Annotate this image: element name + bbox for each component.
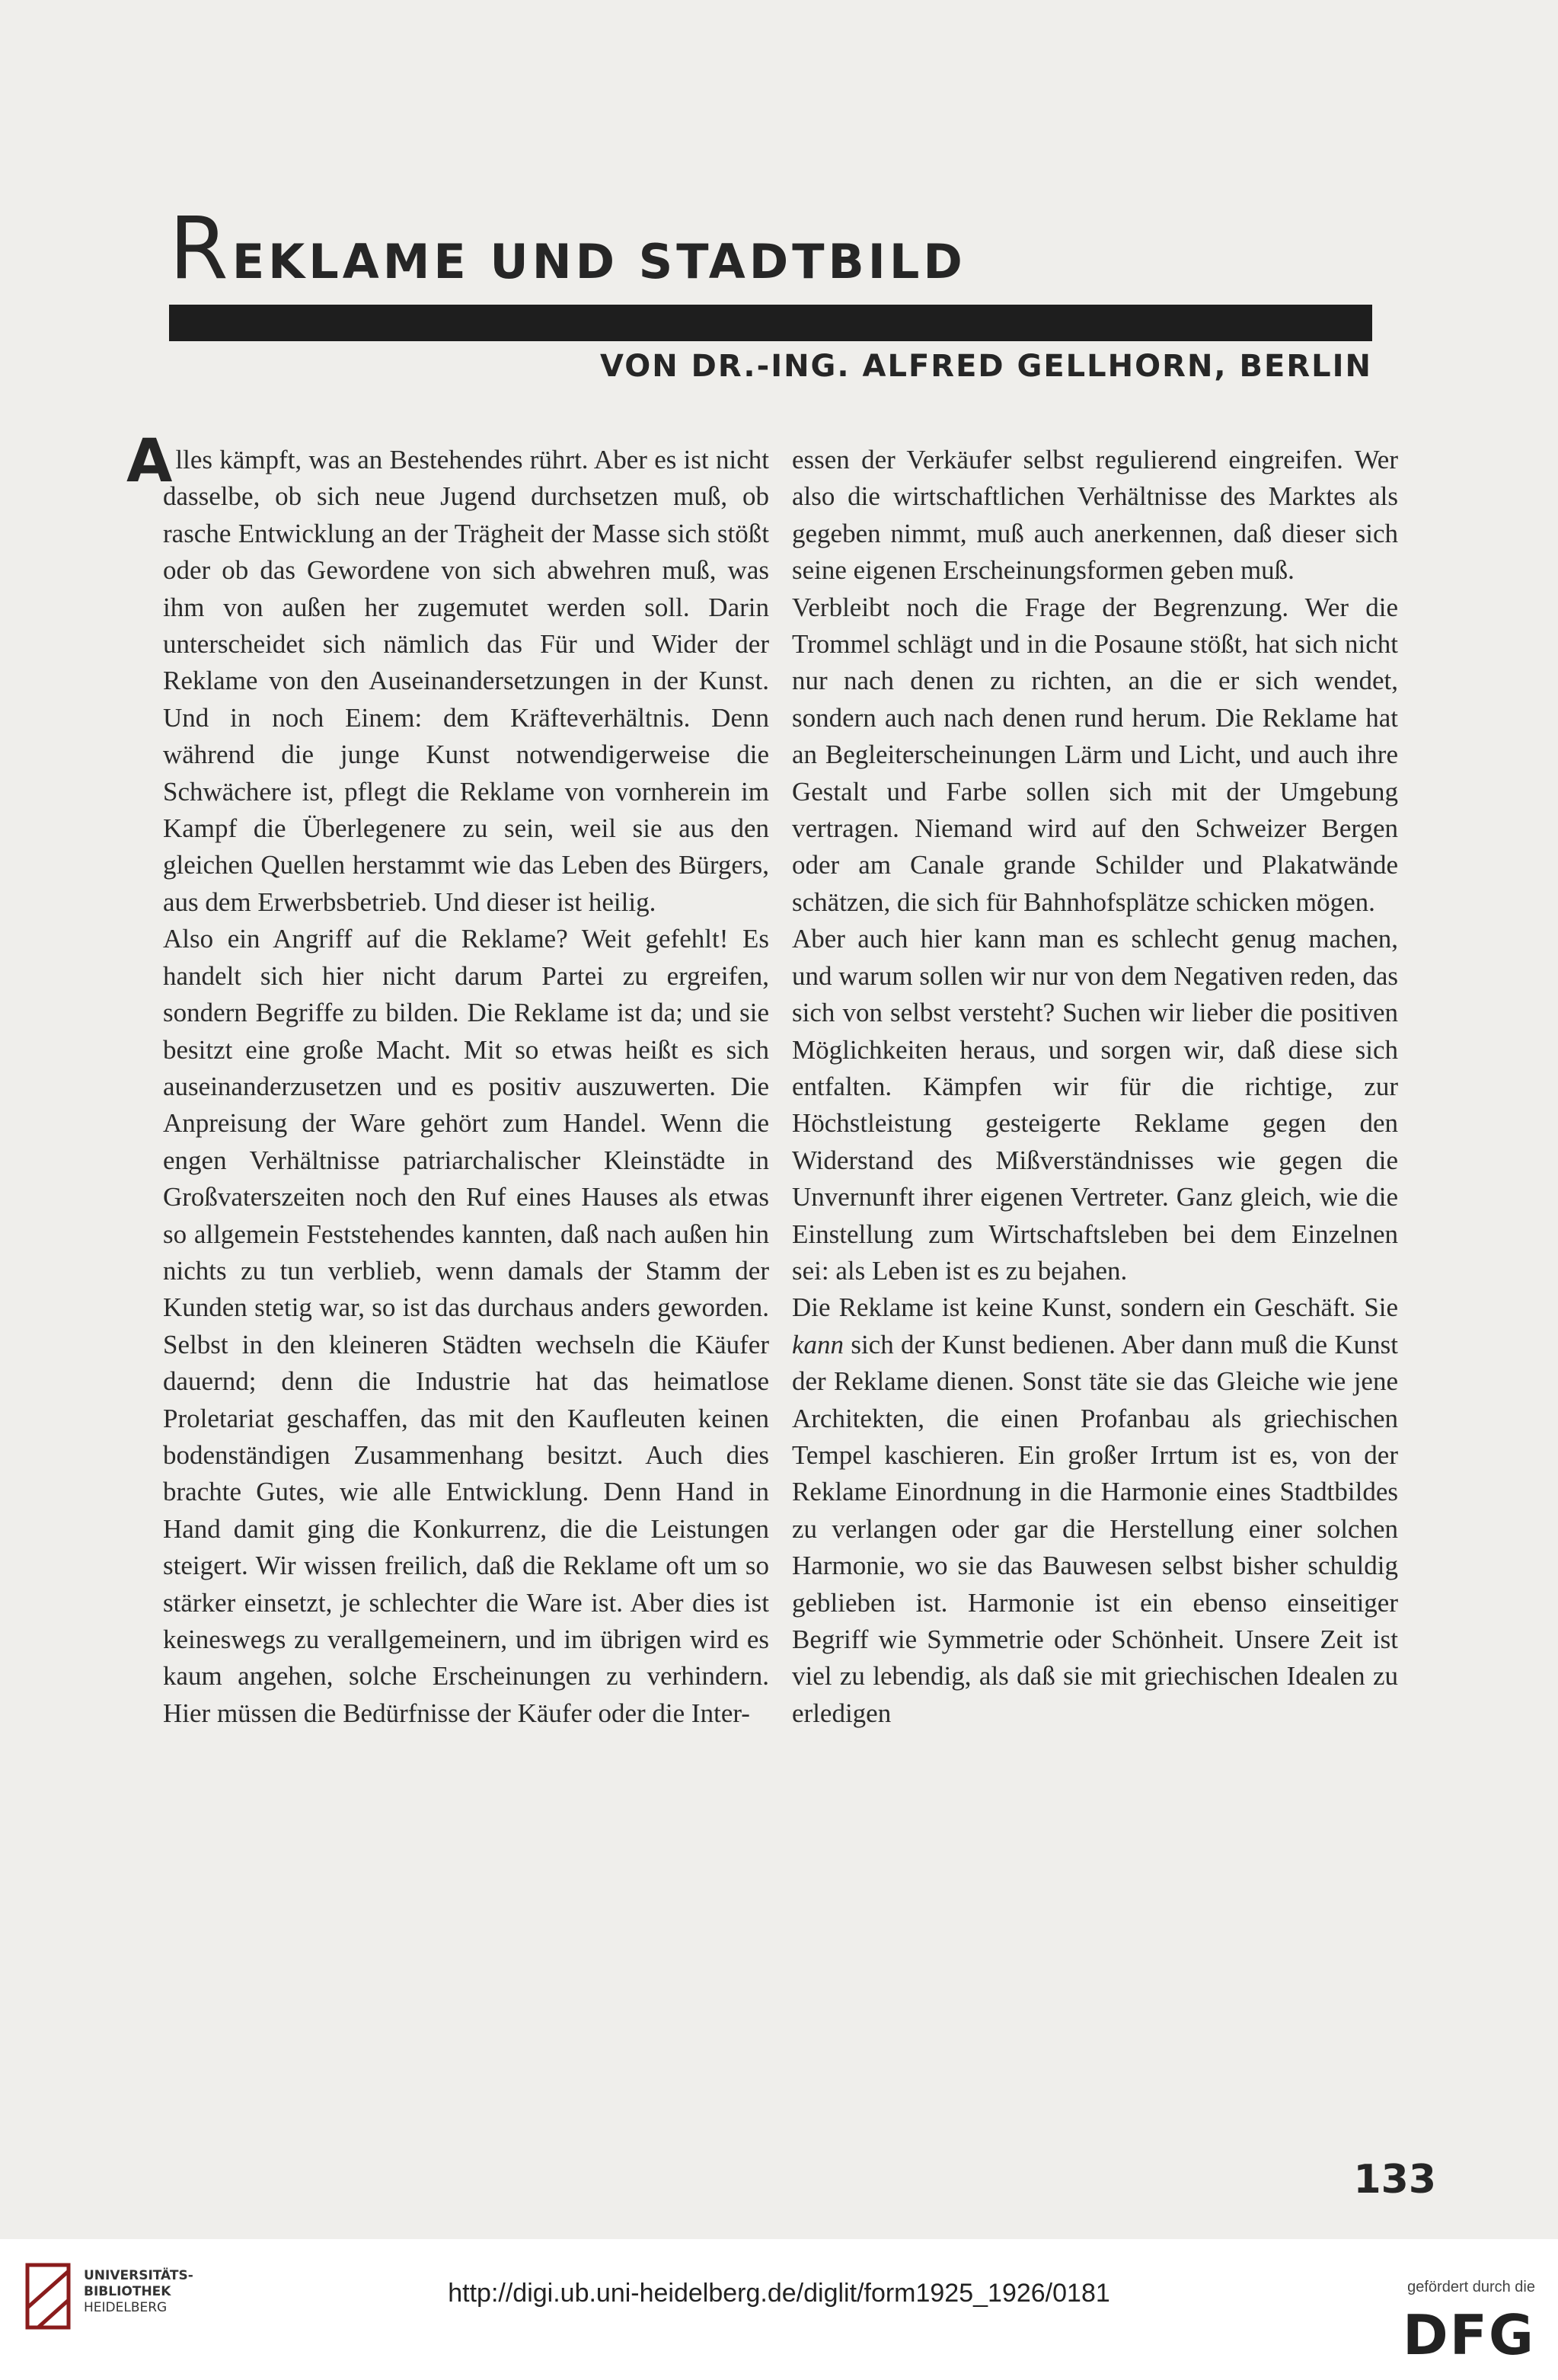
left-column: [126, 427, 769, 1732]
paragraph-text: sich der Kunst bedienen. Aber dann muß die Kunst der Reklame dienen. Sonst täte sie das Gleiche wie jene Architekten, die einen Profanbau als griechischen Tempel kaschieren. Ein großer Irrtum ist es, von der Reklame Einordnung in die Harmonie eines Stadtbildes zu verlangen oder gar die Herstellung einer solchen Harmonie, wo sie das Bauwesen selbst bisher schuldig geblieben ist. Harmonie ist ein ebenso einseitiger Begriff wie Symmetrie oder Schönheit. Unsere Zeit ist viel zu lebendig, als daß sie mit griechischen Idealen zu erledigen: [792, 1329, 1398, 1728]
dfg-logo-icon: DFG: [1402, 2303, 1535, 2367]
library-name-line: UNIVERSITÄTS-: [84, 2268, 193, 2283]
title-rule: [169, 305, 1372, 341]
author-byline: VON DR.-ING. ALFRED GELLHORN, BERLIN: [599, 349, 1372, 384]
paragraph-text: Die Reklame ist keine Kunst, sondern ein Geschäft. Sie: [792, 1292, 1398, 1323]
digitization-footer: [0, 2239, 1558, 2380]
article-title: REKLAME UND STADTBILD: [169, 200, 966, 299]
right-column: [792, 442, 1398, 1732]
paragraph: [126, 427, 769, 921]
paragraph: Verbleibt noch die Frage der Begrenzung. Wer die Trommel schlägt und in die Posaune stößt, hat sich nicht nur nach denen zu richten, an die er sich wendet, sondern auch nach denen rund herum. Die Reklame hat an Begleiterscheinungen Lärm und Licht, und auch ihre Gestalt und Farbe sollen sich mit der Umgebung vertragen. Niemand wird auf den Schweizer Bergen oder am Canale grande Schilder und Plakatwände schätzen, die sich für Bahnhofsplätze schicken mögen.: [792, 592, 1398, 917]
page-number: 133: [1353, 2157, 1436, 2203]
paragraph: Aber auch hier kann man es schlecht genug machen, und warum sollen wir nur von dem Negativen reden, das sich von selbst versteht? Suchen wir lieber die positiven Möglichkeiten heraus, und sorgen wir, daß diese sich entfalten. Kämpfen wir für die richtige, zur Höchstleistung gesteigerte Reklame gegen den Widerstand des Mißverständnisses wie gegen die Unvernunft ihrer eigenen Vertreter. Ganz gleich, wie die Einstellung zum Wirtschaftsleben bei dem Einzelnen sei: als Leben ist es zu bejahen.: [792, 924, 1398, 1286]
library-name-line: HEIDELBERG: [84, 2300, 168, 2315]
emphasis-text: kann: [792, 1329, 844, 1359]
library-name-line: BIBLIOTHEK: [84, 2284, 171, 2299]
paragraph: essen der Verkäufer selbst regulierend eingreifen. Wer also die wirtschaftlichen Verhältnisse des Marktes als gegeben nimmt, muß auch anerkennen, daß dieser sich seine eigenen Erscheinungsformen geben muß.: [792, 445, 1398, 586]
permalink[interactable]: http://digi.ub.uni-heidelberg.de/diglit/form1925_1926/0181: [448, 2279, 1110, 2308]
paragraph-text: lles kämpft, was an Bestehendes rührt. Aber es ist nicht dasselbe, ob sich neue Jugend durchsetzen muß, ob rasche Entwicklung an der Trägheit der Masse sich stößt oder ob das Gewordene von sich abwehren muß, was ihm von außen her zugemutet werden soll. Darin unterscheidet sich nämlich das Für und Wider der Reklame von den Auseinandersetzungen in der Kunst. Und in noch Einem: dem Kräfteverhältnis. Denn während die junge Kunst notwendigerweise die Schwächere ist, pflegt die Reklame von vornherein im Kampf die Überlegenere zu sein, weil sie aus den gleichen Quellen herstammt wie das Leben des Bürgers, aus dem Erwerbsbetrieb. Und dieser ist heilig.: [163, 445, 769, 917]
paragraph: [792, 1289, 1398, 1732]
paragraph: Also ein Angriff auf die Reklame? Weit gefehlt! Es handelt sich hier nicht darum Partei zu ergreifen, sondern Begriffe zu bilden. Die Reklame ist da; und sie besitzt eine große Macht. Mit so etwas heißt es sich auseinanderzusetzen und es positiv auszuwerten. Die Anpreisung der Ware gehört zum Handel. Wenn die engen Verhältnisse patriarchalischer Kleinstädte in Großvaterszeiten noch den Ruf eines Hauses als etwas so allgemein Feststehendes kannten, daß nach außen hin nichts zu tun verblieb, wenn damals der Stamm der Kunden stetig war, so ist das durchaus anders geworden. Selbst in den kleineren Städten wechseln die Käufer dauernd; denn die Industrie hat das heimatlose Proletariat geschaffen, das mit den Kaufleuten keinen bodenständigen Zusammenhang besitzt. Auch dies brachte Gutes, wie alle Entwicklung. Denn Hand in Hand damit ging die Konkurrenz, die die Leistungen steigert. Wir wissen freilich, daß die Reklame oft um so stärker einsetzt, je schlechter die Ware ist. Aber dies ist keineswegs zu verallgemeinern, und im übrigen wird es kaum angehen, solche Erscheinungen zu verhindern. Hier müssen die Bedürfnisse der Käufer oder die Inter-: [163, 924, 769, 1728]
funder-caption: gefördert durch die: [1407, 2279, 1535, 2295]
drop-cap: A: [126, 427, 173, 496]
